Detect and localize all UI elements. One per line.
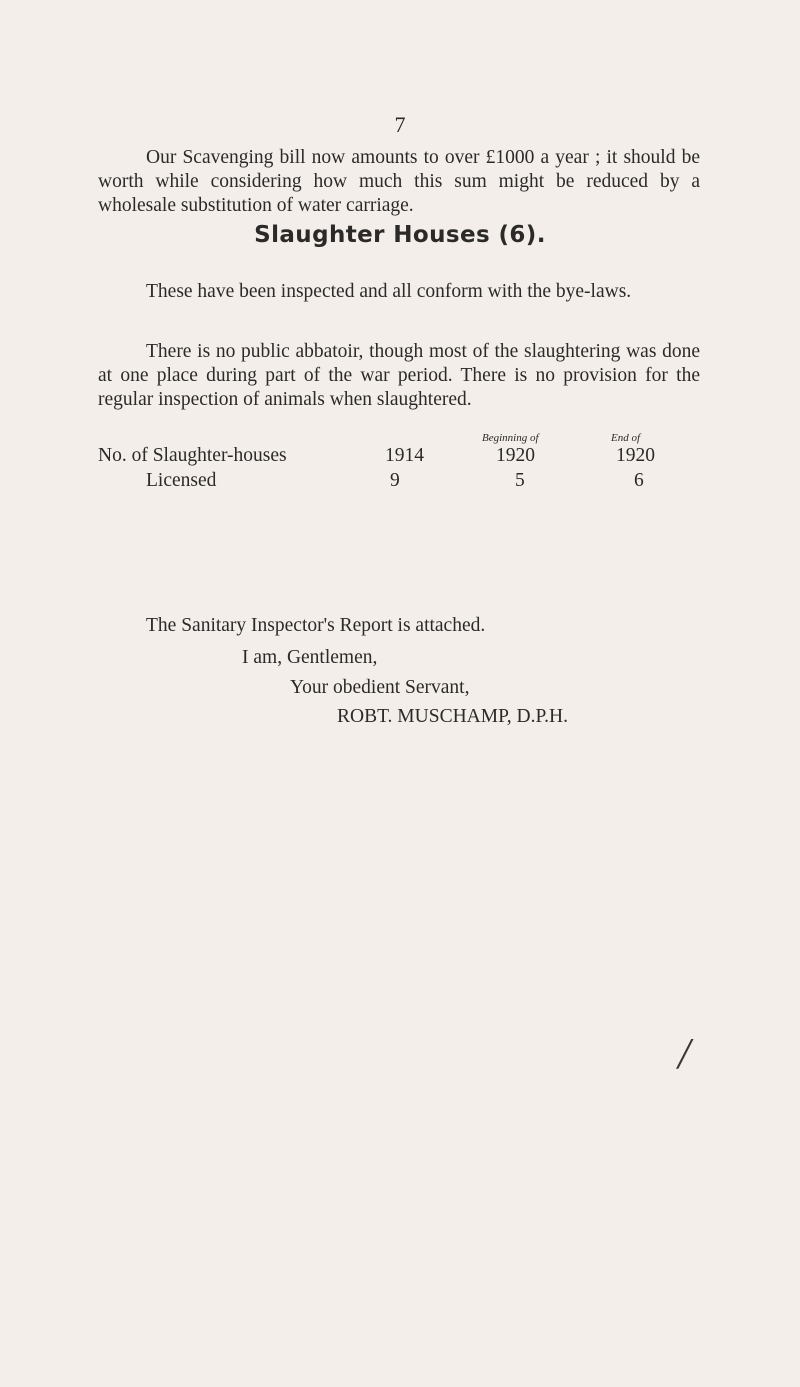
salutation: I am, Gentlemen, — [242, 647, 378, 668]
scavenging-paragraph: Our Scavenging bill now amounts to over £1000 a year ; it should be worth while considering how much this sum might be reduced by a wholesale substitution of water carriage. — [98, 147, 700, 216]
signature: ROBT. MUSCHAMP, D.P.H. — [337, 706, 568, 727]
inspection-paragraph: These have been inspected and all conform with the bye-laws. — [146, 281, 632, 302]
section-heading: Slaughter Houses (6). — [254, 222, 546, 248]
row-label-licensed: Licensed — [146, 470, 217, 491]
row-label-slaughterhouses: No. of Slaughter-houses — [98, 445, 287, 466]
cell-licensed-1914: 9 — [390, 470, 400, 491]
cell-licensed-end-1920: 6 — [634, 470, 644, 491]
stray-pen-mark: / — [678, 1029, 691, 1078]
cell-1920-begin: 1920 — [496, 445, 535, 466]
cell-1920-end: 1920 — [616, 445, 655, 466]
col-header-beginning: Beginning of — [482, 432, 539, 444]
cell-1914: 1914 — [385, 445, 424, 466]
report-line: The Sanitary Inspector's Report is attached. — [146, 615, 486, 636]
page-number: 7 — [394, 112, 406, 137]
col-header-end: End of — [611, 432, 641, 444]
cell-licensed-begin-1920: 5 — [515, 470, 525, 491]
abattoir-paragraph: There is no public abbatoir, though most of the slaughtering was done at one place during part of the war period. There is no provision for the regular inspection of animals when slaughtered. — [98, 341, 700, 410]
valediction: Your obedient Servant, — [290, 677, 470, 698]
